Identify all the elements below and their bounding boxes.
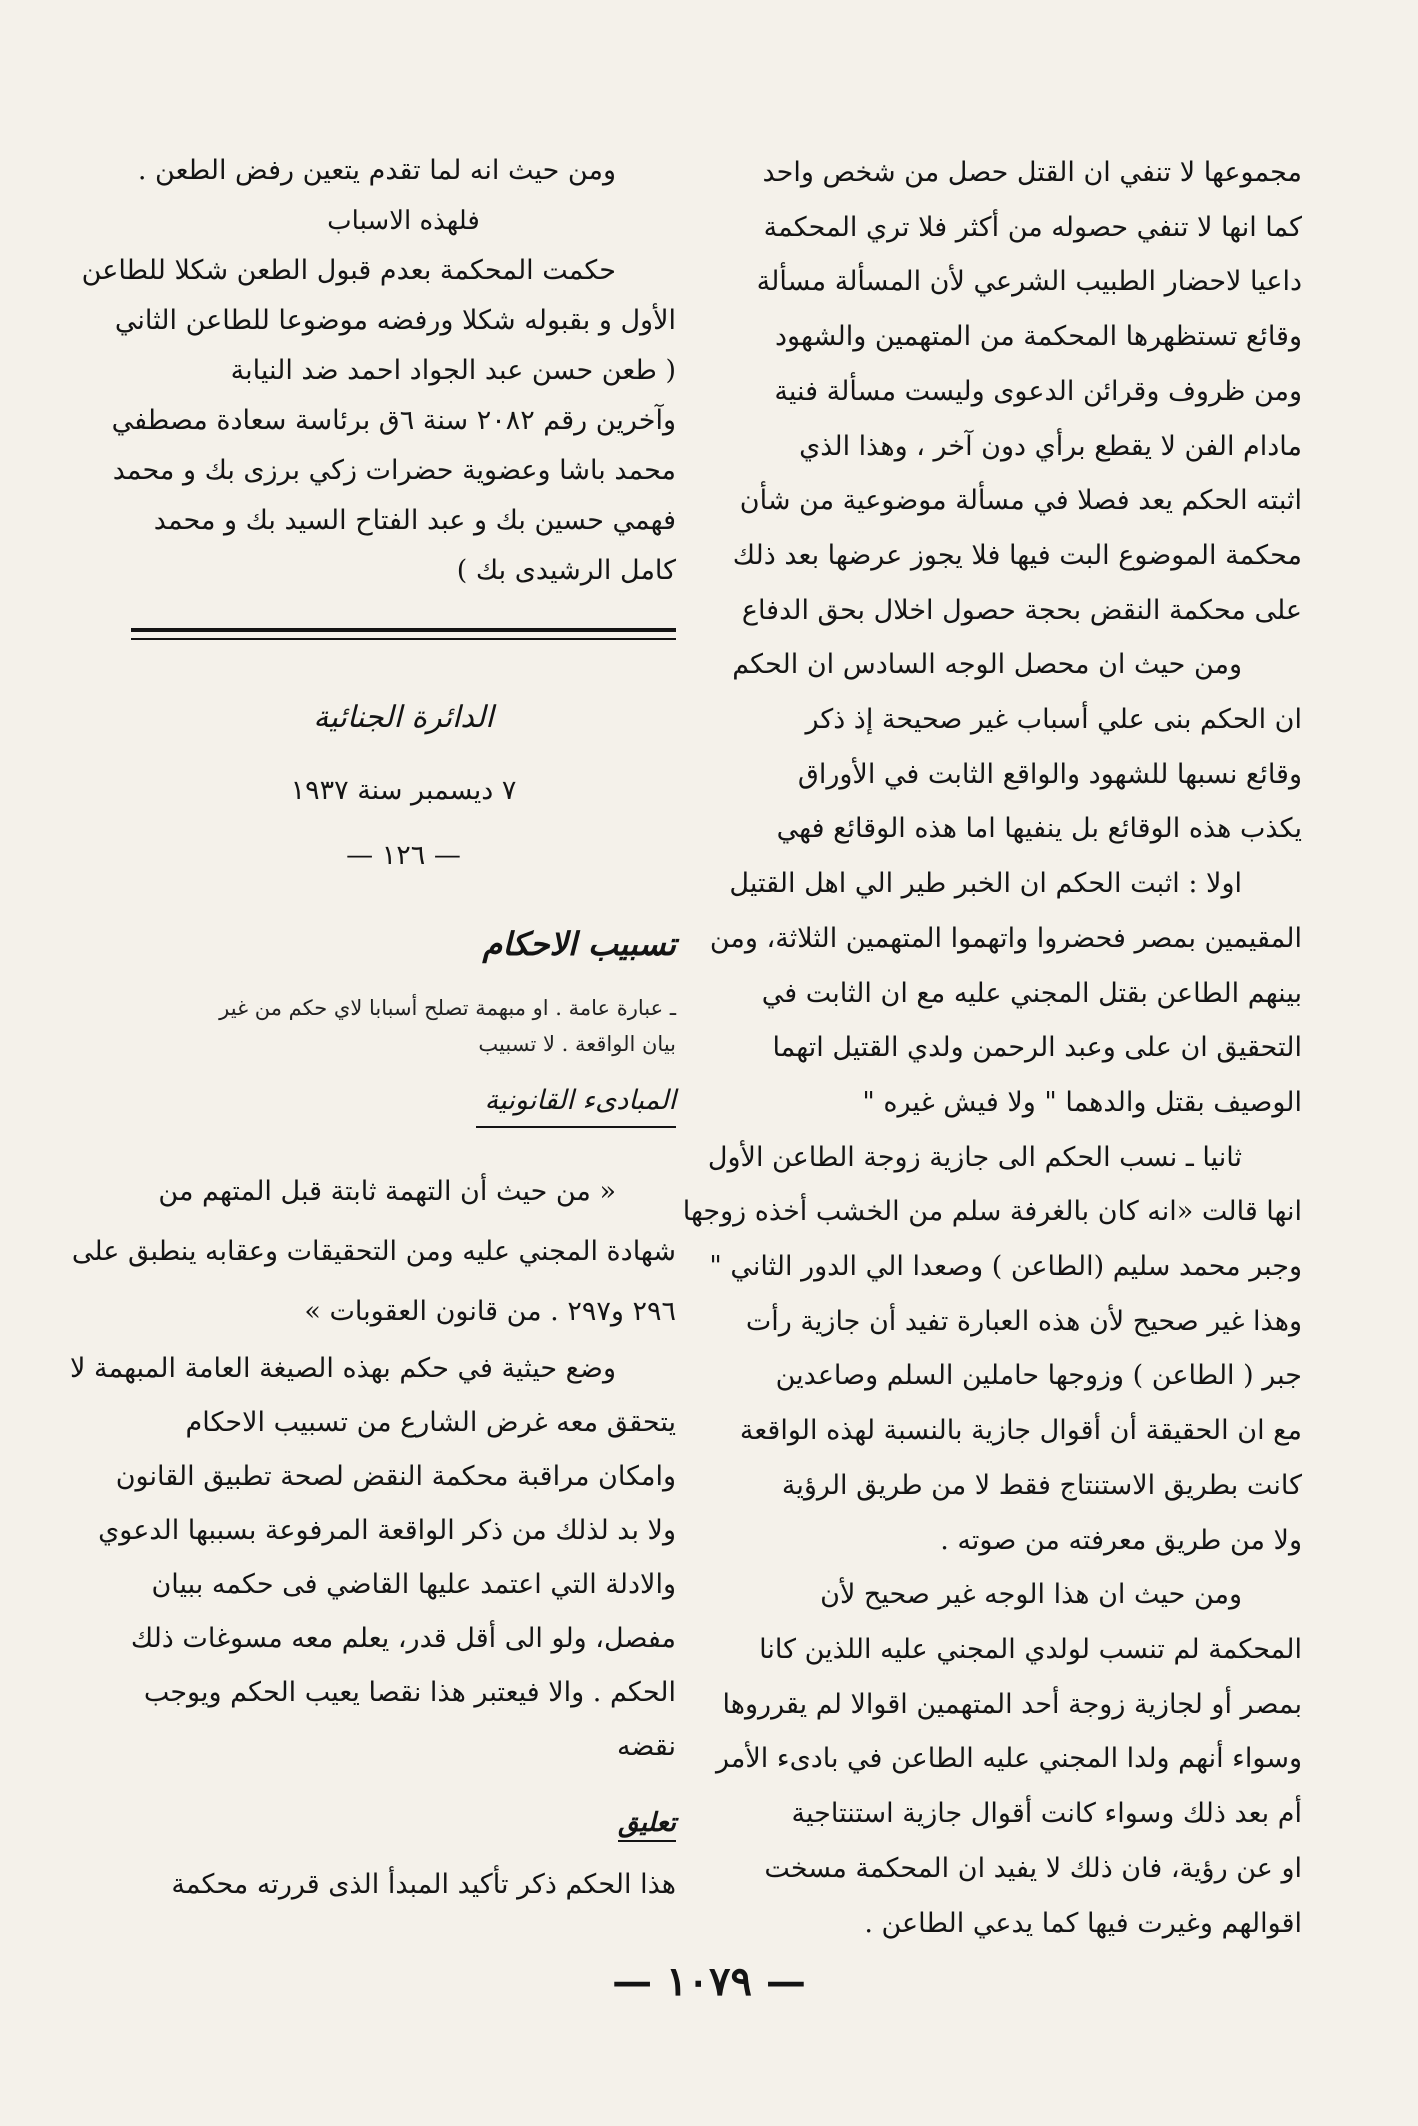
reasons-heading: فلهذه الاسباب: [327, 206, 480, 236]
principles-heading: المبادىء القانونية: [476, 1085, 676, 1128]
page-number: — ١٠٧٩ —: [612, 1958, 806, 2005]
verdict-line-3: ( طعن حسن عبد الجواد احمد ضد النيابة: [230, 355, 676, 386]
right-line-6: مادام الفن لا يقطع برأي دون آخر ، وهذا الذي: [799, 430, 1302, 462]
court-date: ٧ ديسمبر سنة ١٩٣٧: [290, 775, 517, 806]
right-line-16: بينهم الطاعن بقتل المجني عليه مع ان الثابت في: [761, 977, 1302, 1009]
right-line-26: ولا من طريق معرفته من صوته .: [940, 1524, 1302, 1556]
ruling-line-2: شهادة المجني عليه ومن التحقيقات وعقابه ينطبق على: [71, 1236, 676, 1267]
court-title: الدائرة الجنائية: [313, 700, 494, 735]
verdict-line-2: الأول و بقبوله شكلا ورفضه موضوعا للطاعن الثاني: [114, 305, 676, 336]
verdict-line-5: محمد باشا وعضوية حضرات زكي برزى بك و محمد: [112, 455, 676, 486]
ruling-line-8: والادلة التي اعتمد عليها القاضي فى حكمه ببيان: [151, 1569, 676, 1600]
right-line-4: وقائع تستظهرها المحكمة من المتهمين والشهود: [775, 321, 1302, 353]
commentary-text: [131, 1858, 676, 1912]
right-line-29: بمصر أو لجازية زوجة أحد المتهمين اقوالا لم يقرروها: [722, 1688, 1302, 1720]
court-date-block: [131, 775, 676, 806]
section-divider-bottom: [131, 638, 676, 640]
right-line-8: محكمة الموضوع البت فيها فلا يجوز عرضها بعد ذلك: [732, 539, 1302, 571]
right-line-28: المحكمة لم تنسب لولدي المجني عليه اللذين كانا: [759, 1633, 1302, 1665]
commentary-line-1: هذا الحكم ذكر تأكيد المبدأ الذى قررته محكمة: [171, 1869, 676, 1900]
right-line-18: الوصيف بقتل والدهما " ولا فيش غيره ": [862, 1086, 1302, 1118]
right-line-24: مع ان الحقيقة أن أقوال جازية بالنسبة لهذه الواقعة: [739, 1415, 1302, 1447]
ruling-line-3: ٢٩٦ و٢٩٧ . من قانون العقوبات »: [304, 1296, 676, 1327]
right-line-19: ثانيا ـ نسب الحكم الى جازية زوجة الطاعن الأول: [707, 1141, 1242, 1173]
topic-note-line-2: بيان الواقعة . لا تسبيب: [478, 1032, 676, 1056]
ruling-line-5: يتحقق معه غرض الشارع من تسبيب الاحكام: [185, 1407, 676, 1438]
verdict-section: [81, 146, 676, 596]
verdict-intro: ومن حيث انه لما تقدم يتعين رفض الطعن .: [137, 155, 616, 186]
right-line-5: ومن ظروف وقرائن الدعوى وليست مسألة فنية: [774, 375, 1302, 407]
ruling-line-10: الحكم . والا فيعتبر هذا نقصا يعيب الحكم ويوجب: [143, 1677, 676, 1708]
right-line-31: أم بعد ذلك وسواء كانت أقوال جازية استنتاجية: [791, 1798, 1302, 1830]
right-line-17: التحقيق ان على وعبد الرحمن ولدي القتيل اتهما: [772, 1032, 1302, 1064]
case-number-block: [131, 840, 676, 871]
right-line-21: وجبر محمد سليم (الطاعن ) وصعدا الي الدور الثاني ": [709, 1251, 1302, 1283]
right-line-20: انها قالت «انه كان بالغرفة سلم من الخشب أخذه زوجها: [682, 1196, 1302, 1228]
right-line-7: اثبته الحكم يعد فصلا في مسألة موضوعية من شأن: [739, 485, 1302, 517]
right-line-33: اقوالهم وغيرت فيها كما يدعي الطاعن .: [864, 1907, 1302, 1939]
ruling-line-4: وضع حيثية في حكم بهذه الصيغة العامة المبهمة لا: [70, 1353, 616, 1384]
right-line-15: المقيمين بمصر فحضروا واتهموا المتهمين الثلاثة، ومن: [709, 922, 1302, 954]
right-line-32: او عن رؤية، فان ذلك لا يفيد ان المحكمة مسخت: [764, 1852, 1302, 1884]
ruling-line-11: نقضه: [616, 1731, 676, 1762]
topic-heading: تسبيب الاحكام: [482, 925, 676, 963]
right-line-13: يكذب هذه الوقائع بل ينفيها اما هذه الوقائع فهي: [776, 813, 1302, 845]
ruling-text: [70, 1162, 676, 1774]
topic-note: [131, 990, 676, 1062]
right-line-23: جبر ( الطاعن ) وزوجها حاملين السلم وصاعدين: [775, 1360, 1302, 1392]
right-line-10: ومن حيث ان محصل الوجه السادس ان الحكم: [732, 649, 1242, 681]
right-line-22: وهذا غير صحيح لأن هذه العبارة تفيد أن جازية رأت: [745, 1305, 1302, 1337]
right-line-11: ان الحكم بنى علي أسباب غير صحيحة إذ ذكر: [805, 704, 1302, 736]
commentary-heading: تعليق: [618, 1808, 676, 1842]
verdict-line-4: وآخرين رقم ٢٠٨٢ سنة ٦ق برئاسة سعادة مصطفي: [111, 405, 676, 436]
right-column: [682, 146, 1302, 1951]
ruling-line-9: مفصل، ولو الى أقل قدر، يعلم معه مسوغات ذلك: [130, 1623, 676, 1654]
right-line-27: ومن حيث ان هذا الوجه غير صحيح لأن: [820, 1579, 1242, 1611]
verdict-line-6: فهمي حسين بك و عبد الفتاح السيد بك و محمد: [153, 505, 676, 536]
topic-note-line-1: ـ عبارة عامة . او مبهمة تصلح أسبابا لاي حكم من غير: [219, 996, 676, 1020]
right-line-14: اولا : اثبت الحكم ان الخبر طير الي اهل القتيل: [729, 868, 1242, 900]
ruling-line-1: « من حيث أن التهمة ثابتة قبل المتهم من: [158, 1176, 616, 1207]
verdict-line-1: حكمت المحكمة بعدم قبول الطعن شكلا للطاعن: [81, 255, 616, 286]
right-line-25: كانت بطريق الاستنتاج فقط لا من طريق الرؤية: [781, 1469, 1302, 1501]
court-header: [131, 700, 676, 735]
right-line-30: وسواء أنهم ولدا المجني عليه الطاعن في بادىء الأمر: [716, 1743, 1302, 1775]
right-line-1: مجموعها لا تنفي ان القتل حصل من شخص واحد: [762, 157, 1302, 188]
ruling-line-6: وامكان مراقبة محكمة النقض لصحة تطبيق القانون: [115, 1461, 676, 1492]
right-line-2: كما انها لا تنفي حصوله من أكثر فلا تري المحكمة: [763, 211, 1302, 243]
right-line-12: وقائع نسبها للشهود والواقع الثابت في الأوراق: [797, 758, 1302, 790]
right-line-9: على محكمة النقض بحجة حصول اخلال بحق الدفاع: [741, 594, 1302, 626]
verdict-line-7: كامل الرشيدى بك ): [456, 555, 676, 586]
right-line-3: داعيا لاحضار الطبيب الشرعي لأن المسألة مسألة: [756, 266, 1302, 298]
ruling-line-7: ولا بد لذلك من ذكر الواقعة المرفوعة بسببها الدعوي: [98, 1515, 676, 1546]
case-number: — ١٢٦ —: [346, 840, 461, 871]
section-divider-top: [131, 628, 676, 632]
